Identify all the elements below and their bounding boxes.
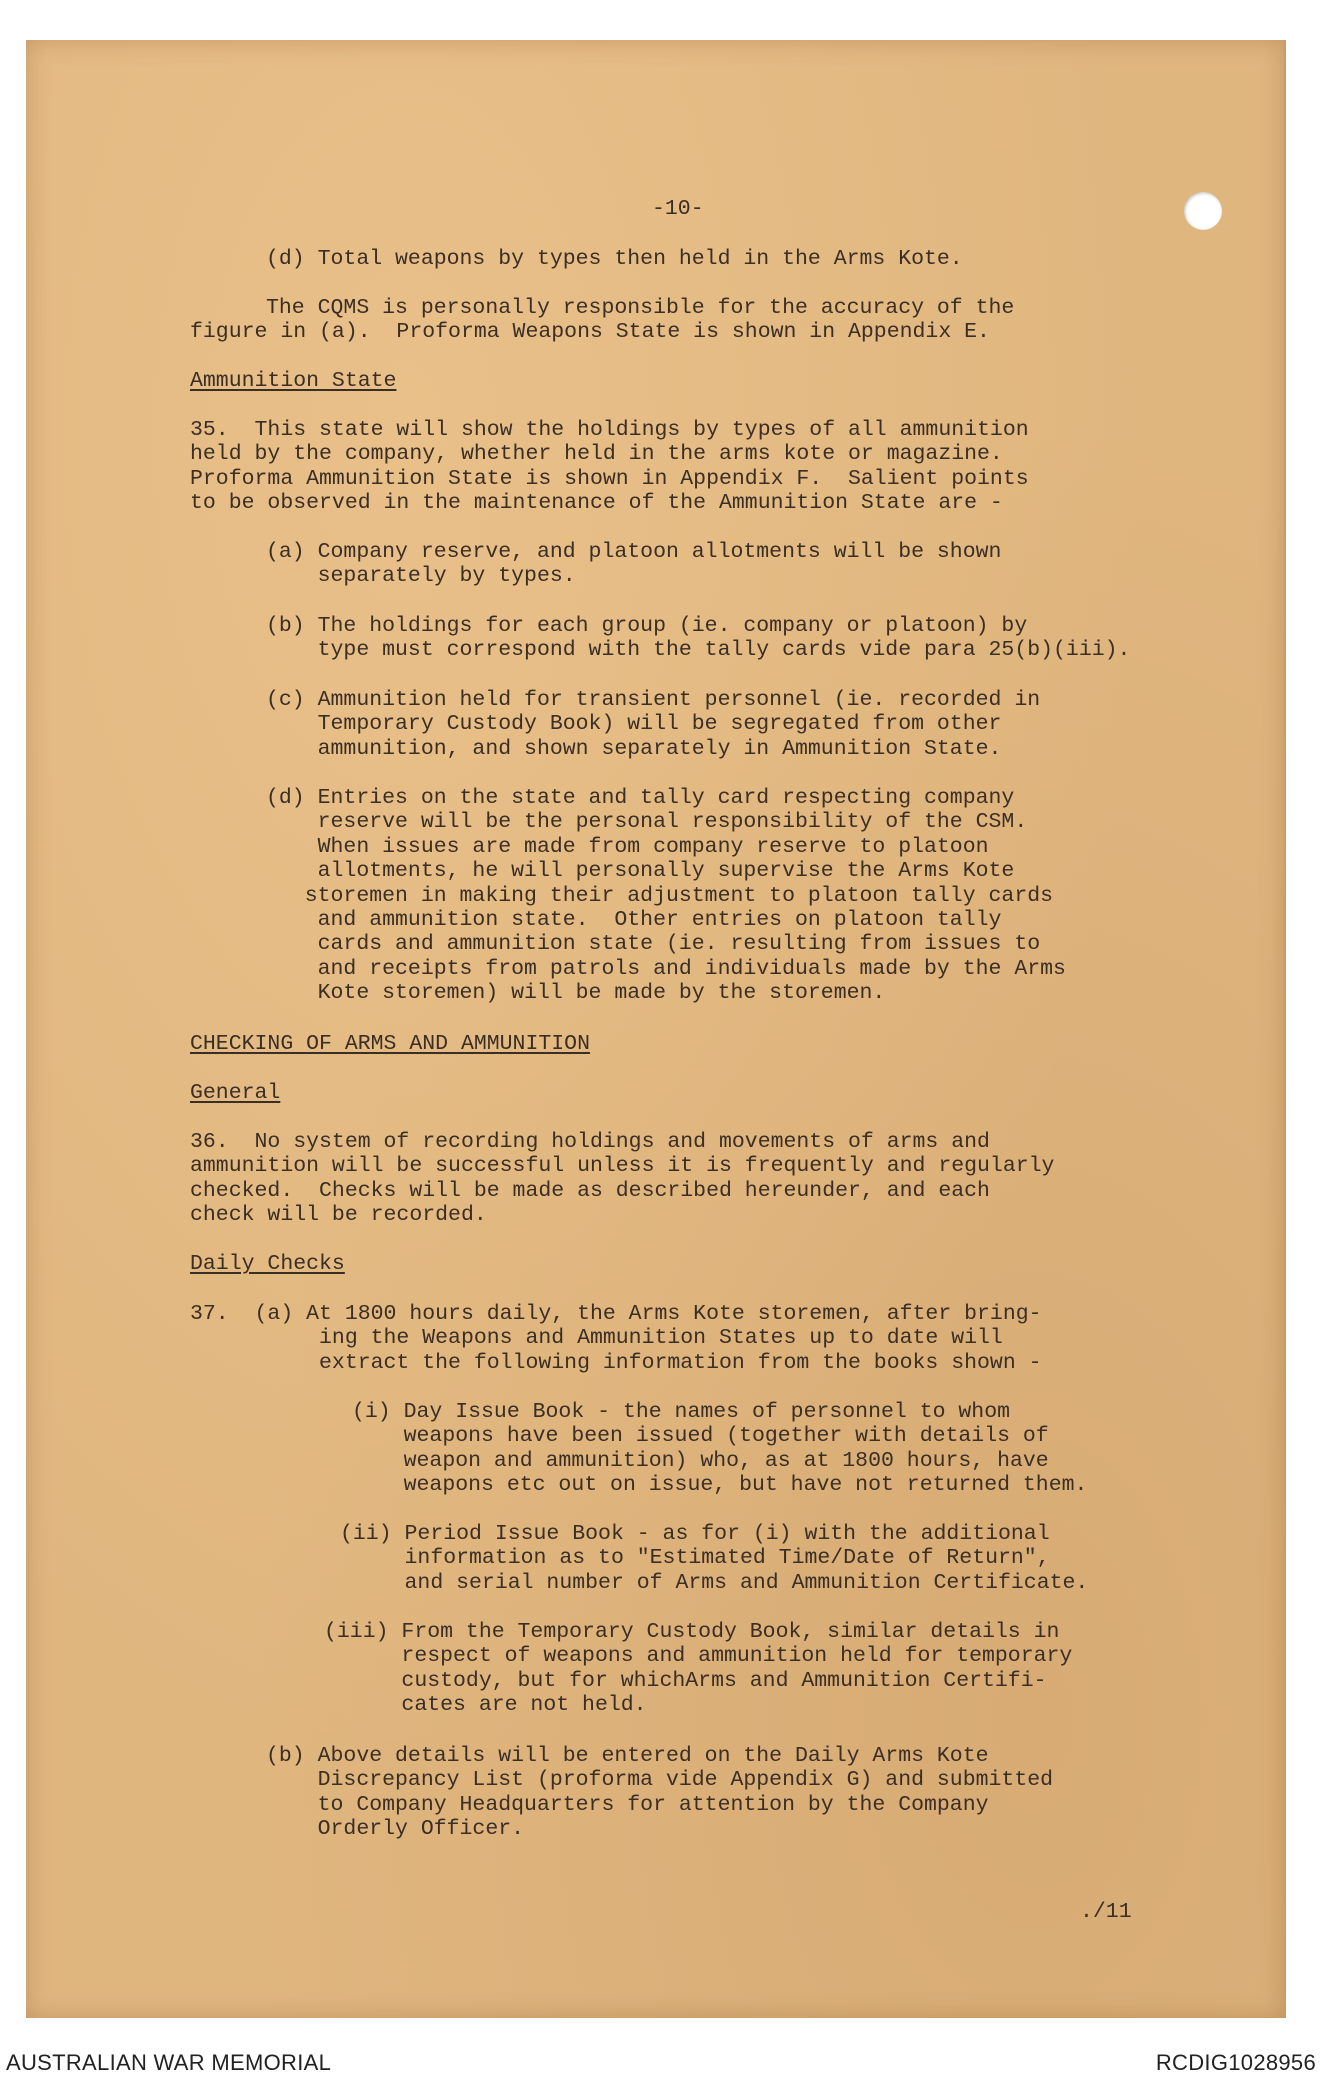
para35d-line: cards and ammunition state (ie. resulting from issues to xyxy=(266,932,1041,956)
para35d-line: reserve will be the personal responsibility of the CSM. xyxy=(266,810,1028,834)
cqms-paragraph-line-1: The CQMS is personally responsible for the accuracy of the xyxy=(266,296,1015,320)
para35b-line: (b) The holdings for each group (ie. company or platoon) by xyxy=(266,614,1028,638)
para37b-line: Orderly Officer. xyxy=(266,1817,525,1841)
para35b-line: type must correspond with the tally cards vide para 25(b)(iii). xyxy=(266,638,1131,662)
para36-line: checked. Checks will be made as described hereunder, and each xyxy=(190,1179,990,1203)
item-d-total-weapons: (d) Total weapons by types then held in the Arms Kote. xyxy=(266,247,963,271)
para37ii-line: information as to "Estimated Time/Date of Return", xyxy=(340,1546,1050,1570)
para37iii-line: (iii) From the Temporary Custody Book, similar details in xyxy=(324,1620,1060,1644)
para35c-line: ammunition, and shown separately in Ammunition State. xyxy=(266,737,1002,761)
general-heading: General xyxy=(190,1081,281,1105)
para35c-line: Temporary Custody Book) will be segregated from other xyxy=(266,712,1002,736)
para35d-line: allotments, he will personally supervise the Arms Kote xyxy=(266,859,1015,883)
punch-hole xyxy=(1184,192,1222,230)
archive-caption-left: AUSTRALIAN WAR MEMORIAL xyxy=(6,2050,332,2075)
para37ii-line: and serial number of Arms and Ammunition Certificate. xyxy=(340,1571,1089,1595)
para36-line: check will be recorded. xyxy=(190,1203,487,1227)
continuation-marker: ./11 xyxy=(1080,1900,1132,1924)
daily-checks-heading: Daily Checks xyxy=(190,1252,345,1276)
para35d-line: storemen in making their adjustment to platoon tally cards xyxy=(266,884,1054,908)
para37ii-line: (ii) Period Issue Book - as for (i) with the additional xyxy=(340,1522,1050,1546)
para37i-line: weapon and ammunition) who, as at 1800 hours, have xyxy=(352,1449,1049,1473)
para36-line: 36. No system of recording holdings and movements of arms and xyxy=(190,1130,990,1154)
para35-line: to be observed in the maintenance of the Ammunition State are - xyxy=(190,491,1003,515)
para37b-line: Discrepancy List (proforma vide Appendix G) and submitted xyxy=(266,1768,1054,1792)
para37a-line: 37. (a) At 1800 hours daily, the Arms Kote storemen, after bring- xyxy=(190,1302,1042,1326)
para35-line: Proforma Ammunition State is shown in Appendix F. Salient points xyxy=(190,467,1029,491)
para35a-line: (a) Company reserve, and platoon allotments will be shown xyxy=(266,540,1002,564)
para37b-line: to Company Headquarters for attention by the Company xyxy=(266,1793,989,1817)
para37iii-line: cates are not held. xyxy=(324,1693,647,1717)
para35d-line: Kote storemen) will be made by the storemen. xyxy=(266,981,886,1005)
para37i-line: (i) Day Issue Book - the names of personnel to whom xyxy=(352,1400,1011,1424)
para35-line: held by the company, whether held in the arms kote or magazine. xyxy=(190,442,1003,466)
ammunition-state-heading: Ammunition State xyxy=(190,369,397,393)
para35c-line: (c) Ammunition held for transient personnel (ie. recorded in xyxy=(266,688,1041,712)
page-number: -10- xyxy=(652,197,704,221)
para37a-line: extract the following information from the books shown - xyxy=(190,1351,1042,1375)
cqms-paragraph-line-2: figure in (a). Proforma Weapons State is shown in Appendix E. xyxy=(190,320,990,344)
para37iii-line: respect of weapons and ammunition held for temporary xyxy=(324,1644,1073,1668)
para35d-line: When issues are made from company reserve to platoon xyxy=(266,835,989,859)
para35d-line: and receipts from patrols and individuals made by the Arms xyxy=(266,957,1066,981)
para37b-line: (b) Above details will be entered on the Daily Arms Kote xyxy=(266,1744,989,1768)
para37iii-line: custody, but for whichArms and Ammunition Certifi- xyxy=(324,1669,1047,1693)
checking-heading: CHECKING OF ARMS AND AMMUNITION xyxy=(190,1032,590,1056)
para37i-line: weapons etc out on issue, but have not returned them. xyxy=(352,1473,1088,1497)
archive-caption-right: RCDIG1028956 xyxy=(1155,2050,1316,2075)
para35d-line: (d) Entries on the state and tally card respecting company xyxy=(266,786,1015,810)
para37a-line: ing the Weapons and Ammunition States up to date will xyxy=(190,1326,1003,1350)
para35d-line: and ammunition state. Other entries on platoon tally xyxy=(266,908,1002,932)
para35-line: 35. This state will show the holdings by types of all ammunition xyxy=(190,418,1029,442)
para37i-line: weapons have been issued (together with details of xyxy=(352,1424,1049,1448)
para36-line: ammunition will be successful unless it is frequently and regularly xyxy=(190,1154,1055,1178)
para35a-line: separately by types. xyxy=(266,564,576,588)
